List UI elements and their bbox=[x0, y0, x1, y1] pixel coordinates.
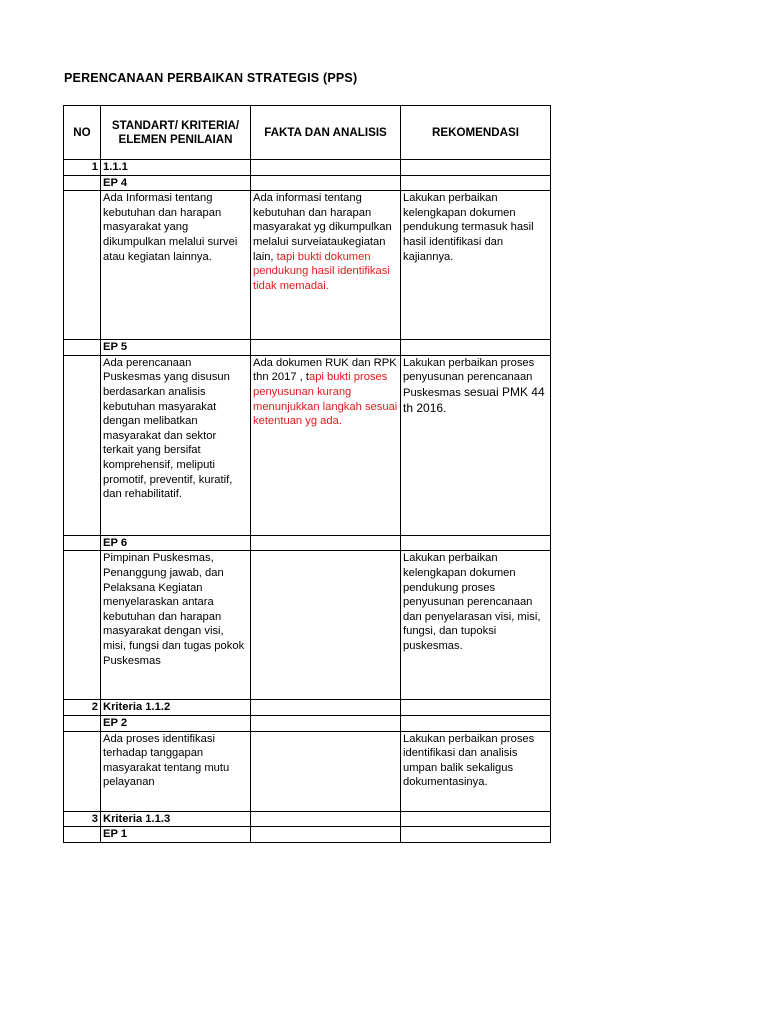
row-number bbox=[64, 715, 101, 731]
fakta-cell bbox=[251, 551, 401, 700]
rekomendasi-cell: Lakukan perbaikan proses identifikasi dan analisis umpan balik sekaligus dokumentasinya. bbox=[401, 731, 551, 811]
pps-table bbox=[63, 105, 551, 843]
fakta-cell bbox=[251, 175, 401, 191]
fakta-cell bbox=[251, 731, 401, 811]
standart-cell: Pimpinan Puskesmas, Penanggung jawab, dan Pelaksana Kegiatan menyelaraskan antara kebutuhan dan harapan masyarakat dengan visi, misi, fungsi dan tugas pokok Puskesmas bbox=[101, 551, 251, 700]
row-number bbox=[64, 827, 101, 843]
fakta-cell bbox=[251, 160, 401, 176]
row-number bbox=[64, 191, 101, 340]
rekomendasi-cell bbox=[401, 715, 551, 731]
header-fakta: FAKTA DAN ANALISIS bbox=[251, 106, 401, 160]
ep-label: EP 6 bbox=[101, 535, 251, 551]
rekomendasi-cell bbox=[401, 340, 551, 356]
rekomendasi-cell bbox=[401, 700, 551, 716]
ep-label: EP 5 bbox=[101, 340, 251, 356]
table-row bbox=[64, 175, 551, 191]
fakta-cell bbox=[251, 191, 401, 340]
row-number bbox=[64, 535, 101, 551]
row-number bbox=[64, 175, 101, 191]
table-row bbox=[64, 700, 551, 716]
ep-label: EP 2 bbox=[101, 715, 251, 731]
ep-label: EP 4 bbox=[101, 175, 251, 191]
fakta-cell bbox=[251, 827, 401, 843]
standart-cell: Ada perencanaan Puskesmas yang disusun berdasarkan analisis kebutuhan masyarakat dengan melibatkan masyarakat dan sektor terkait yang bersifat komprehensif, meliputi promotif, preventif, kuratif, dan rehabilitatif. bbox=[101, 355, 251, 535]
fakta-text: Ada informasi tentang kebutuhan dan harapan masyarakat yg dikumpulkan melalui surveiataukegiatan lain, bbox=[253, 192, 392, 263]
document-title: PERENCANAAN PERBAIKAN STRATEGIS (PPS) bbox=[64, 71, 358, 85]
table-row bbox=[64, 715, 551, 731]
table-row bbox=[64, 535, 551, 551]
rekomendasi-text: Lakukan perbaikan proses penyusunan perencanaan Puskesmas bbox=[403, 356, 535, 399]
rekomendasi-cell bbox=[401, 811, 551, 827]
fakta-highlight: tapi bukti dokumen pendukung hasil identifikasi tidak memadai. bbox=[253, 250, 390, 292]
row-number bbox=[64, 551, 101, 700]
fakta-cell bbox=[251, 340, 401, 356]
table-row bbox=[64, 827, 551, 843]
kriteria-label: Kriteria 1.1.3 bbox=[101, 811, 251, 827]
ep-label: EP 1 bbox=[101, 827, 251, 843]
table-row bbox=[64, 160, 551, 176]
row-number bbox=[64, 731, 101, 811]
rekomendasi-text-emphasis: sesuai PMK 44 th 2016. bbox=[403, 384, 545, 415]
header-standart: STANDART/ KRITERIA/ ELEMEN PENILAIAN bbox=[101, 106, 251, 160]
header-no: NO bbox=[64, 106, 101, 160]
table-row bbox=[64, 731, 551, 811]
table-row bbox=[64, 811, 551, 827]
kriteria-label: Kriteria 1.1.2 bbox=[101, 700, 251, 716]
header-row bbox=[64, 106, 551, 160]
table-row bbox=[64, 191, 551, 340]
standart-cell: Ada proses identifikasi terhadap tanggapan masyarakat tentang mutu pelayanan bbox=[101, 731, 251, 811]
rekomendasi-cell bbox=[401, 160, 551, 176]
rekomendasi-cell bbox=[401, 175, 551, 191]
rekomendasi-cell bbox=[401, 827, 551, 843]
standard-label: 1.1.1 bbox=[101, 160, 251, 176]
fakta-cell bbox=[251, 535, 401, 551]
fakta-cell bbox=[251, 355, 401, 535]
rekomendasi-cell bbox=[401, 355, 551, 535]
standart-cell: Ada Informasi tentang kebutuhan dan harapan masyarakat yang dikumpulkan melalui survei atau kegiatan lainnya. bbox=[101, 191, 251, 340]
fakta-highlight: api bukti proses penyusunan kurang menunjukkan langkah sesuai ketentuan yg ada. bbox=[253, 371, 398, 428]
table-row bbox=[64, 355, 551, 535]
fakta-text: Ada dokumen RUK dan RPK thn 2017 , t bbox=[253, 356, 397, 384]
rekomendasi-cell: Lakukan perbaikan kelengkapan dokumen pendukung proses penyusunan perencanaan dan penyelarasan visi, misi, fungsi, dan tupoksi puskesmas. bbox=[401, 551, 551, 700]
table-row bbox=[64, 340, 551, 356]
fakta-cell bbox=[251, 700, 401, 716]
fakta-cell bbox=[251, 715, 401, 731]
row-number bbox=[64, 355, 101, 535]
row-number: 1 bbox=[64, 160, 101, 176]
row-number bbox=[64, 340, 101, 356]
table-row bbox=[64, 551, 551, 700]
rekomendasi-cell: Lakukan perbaikan kelengkapan dokumen pendukung termasuk hasil hasil identifikasi dan kajiannya. bbox=[401, 191, 551, 340]
rekomendasi-cell bbox=[401, 535, 551, 551]
header-rekomendasi: REKOMENDASI bbox=[401, 106, 551, 160]
row-number: 2 bbox=[64, 700, 101, 716]
fakta-cell bbox=[251, 811, 401, 827]
row-number: 3 bbox=[64, 811, 101, 827]
